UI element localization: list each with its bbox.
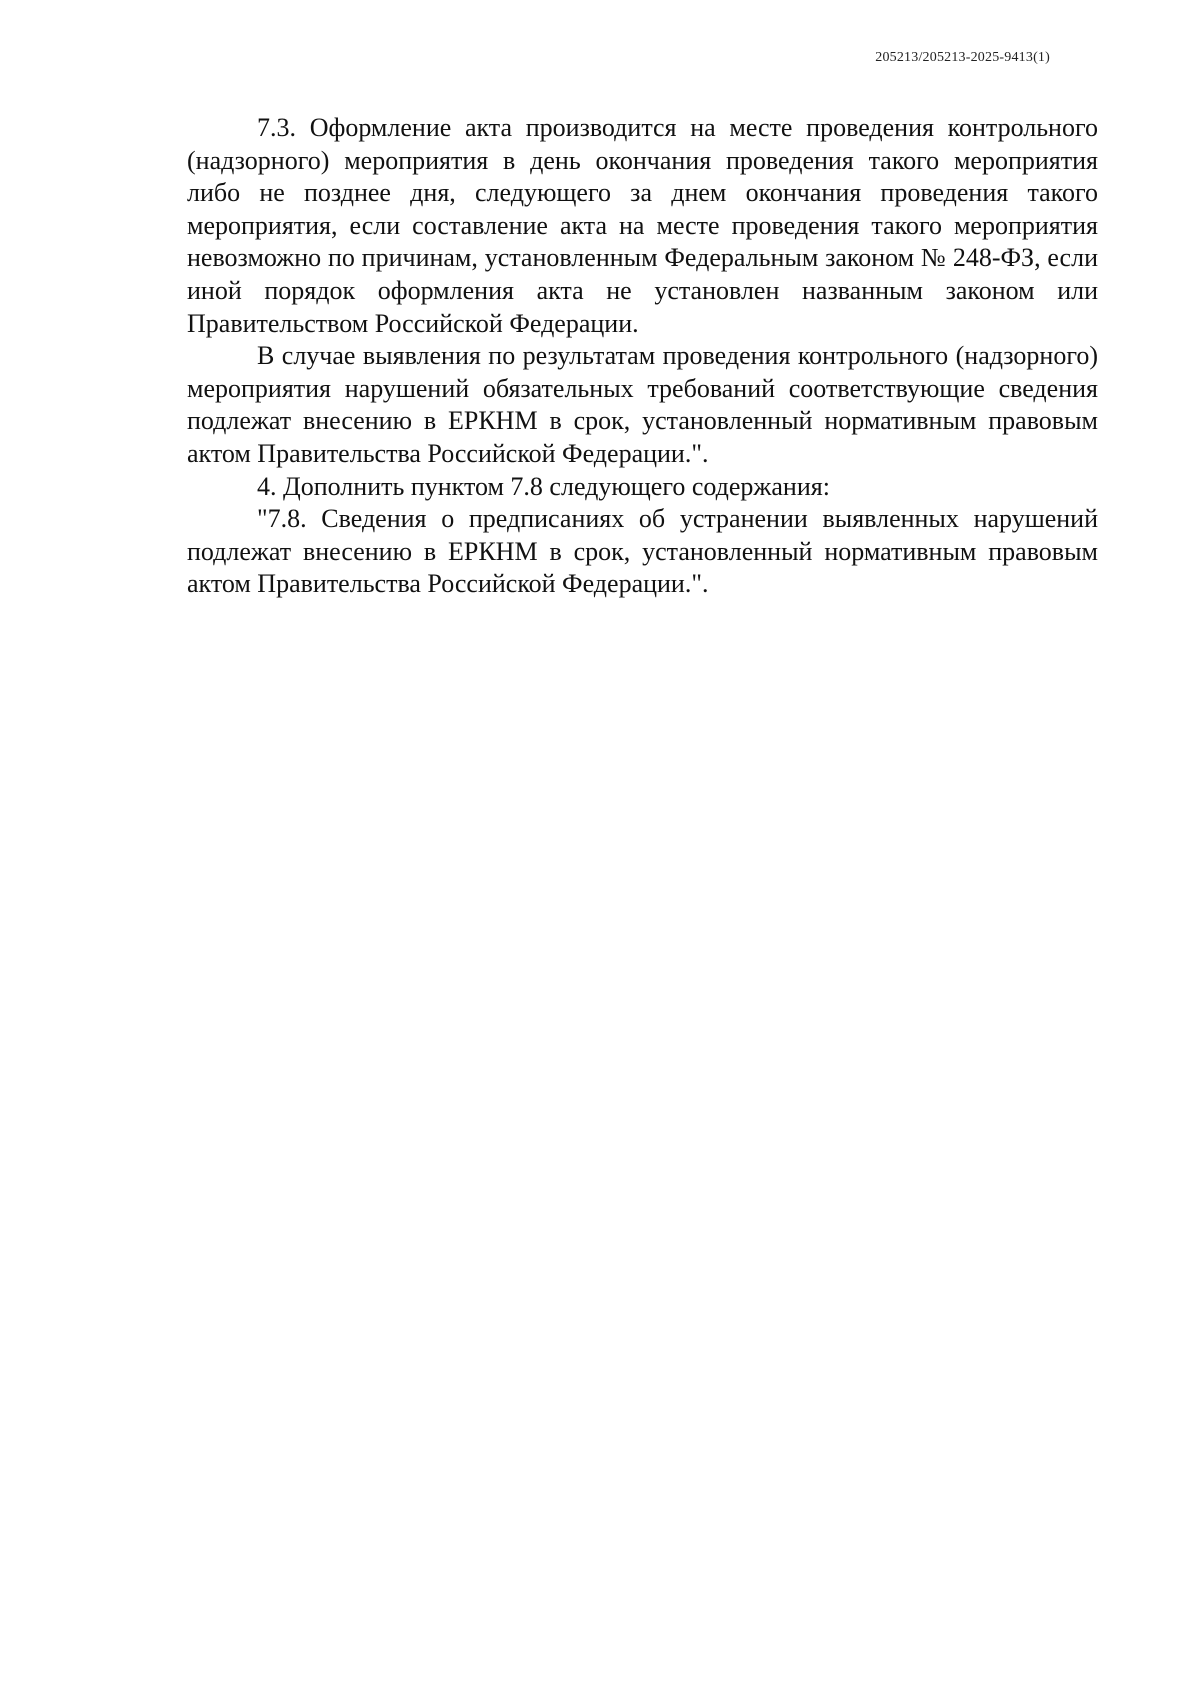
paragraph-amendment-4: 4. Дополнить пунктом 7.8 следующего содержания: [257,471,830,501]
document-body [187,112,1098,601]
paragraph-7-3: 7.3. Оформление акта производится на месте проведения контрольного (надзорного) мероприятия в день окончания проведения такого мероприятия либо не позднее дня, следующего за днем окончания проведения такого мероприятия, если составление акта на месте проведения такого мероприятия невозможно по причинам, установленным Федеральным законом № 248-ФЗ, если иной порядок оформления акта не установлен названным законом или Правительством Российской Федерации. [187,113,1098,338]
document-id: 205213/205213-2025-9413(1) [875,50,1050,65]
paragraph-7-8: "7.8. Сведения о предписаниях об устранении выявленных нарушений подлежат внесению в ЕРКНМ в срок, установленный нормативным правовым актом Правительства Российской Федерации.". [187,504,1098,599]
paragraph-violations: В случае выявления по результатам проведения контрольного (надзорного) мероприятия нарушений обязательных требований соответствующие сведения подлежат внесению в ЕРКНМ в срок, установленный нормативным правовым актом Правительства Российской Федерации.". [187,341,1098,468]
